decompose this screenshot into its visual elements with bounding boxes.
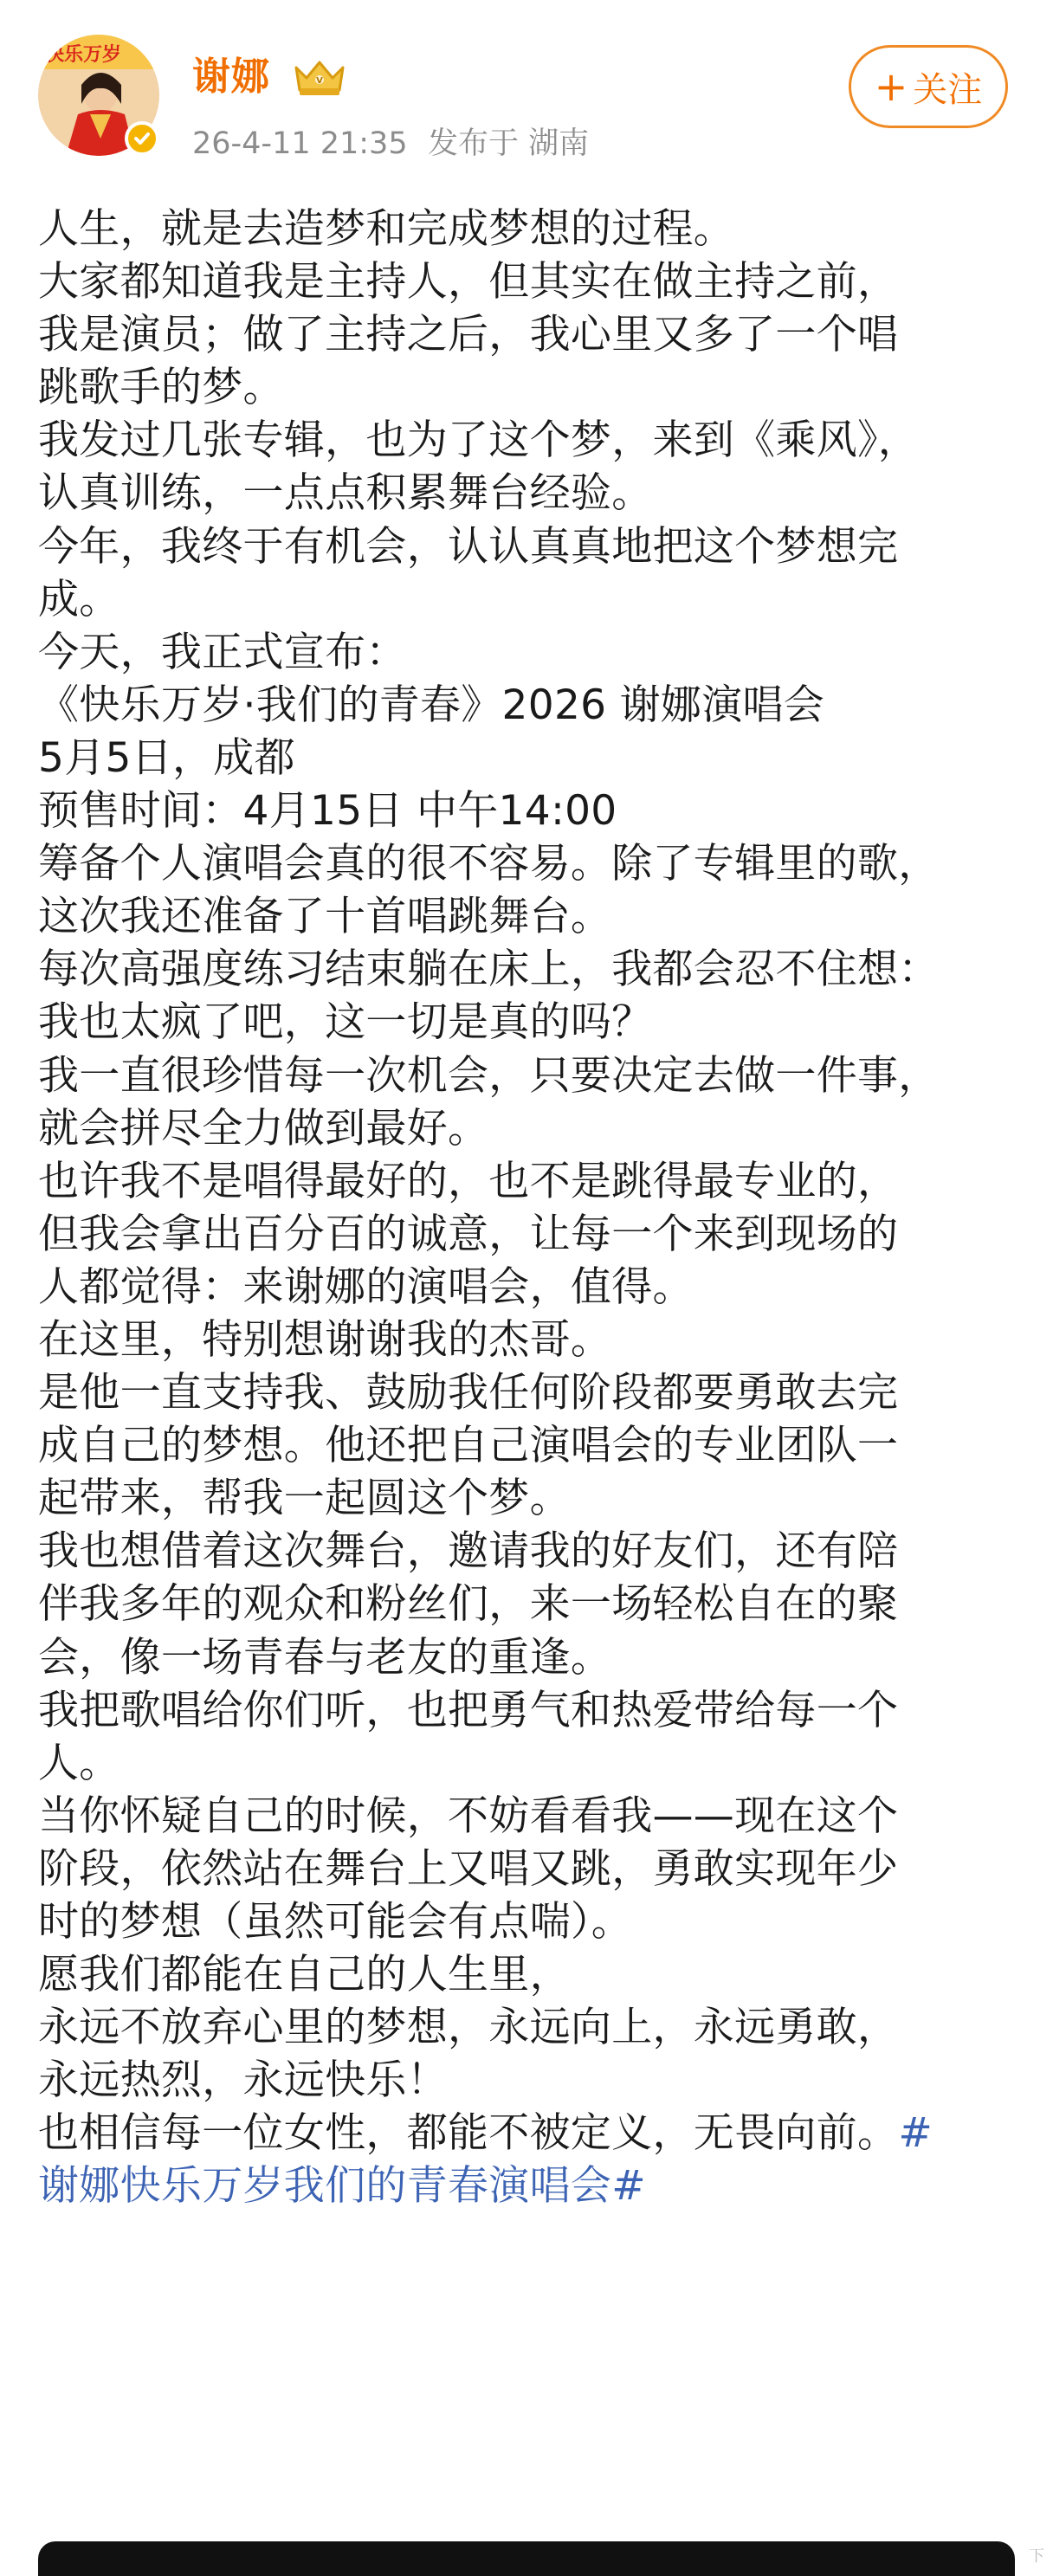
post-line: 会，像一场青春与老友的重逢。 <box>38 1633 612 1682</box>
post-line: 5月5日，成都 <box>38 733 295 782</box>
post-header <box>0 0 1053 182</box>
post-line: 也许我不是唱得最好的，也不是跳得最专业的， <box>38 1157 899 1205</box>
post-line: 我是演员；做了主持之后，我心里又多了一个唱 <box>38 311 899 359</box>
post-line: 是他一直支持我、鼓励我任何阶段都要勇敢去完 <box>38 1369 899 1417</box>
post-line: 但我会拿出百分百的诚意，让每一个来到现场的 <box>38 1210 899 1258</box>
post-line: 我也太疯了吧，这一切是真的吗？ <box>38 998 653 1047</box>
post-line: 筹备个人演唱会真的很不容易。除了专辑里的歌， <box>38 840 940 888</box>
post-line-last <box>38 2107 1017 2160</box>
post-line: 起带来，帮我一起圆这个梦。 <box>38 1475 571 1523</box>
post-content <box>38 203 1017 2213</box>
post-line: 永远不放弃心里的梦想，永远向上，永远勇敢， <box>38 2004 899 2052</box>
post-line: 人。 <box>38 1739 120 1787</box>
hashtag-link[interactable]: 谢娜快乐万岁我们的青春演唱会# <box>38 2162 646 2211</box>
post-line: 愿我们都能在自己的人生里， <box>38 1951 571 1999</box>
post-line: 人生，就是去造梦和完成梦想的过程。 <box>38 205 735 253</box>
post-line-text: 也相信每一位女性，都能不被定义，无畏向前。 <box>38 2109 899 2158</box>
post-line: 我也想借着这次舞台，邀请我的好友们，还有陪 <box>38 1527 899 1576</box>
hashtag-link-start[interactable]: # <box>898 2109 933 2158</box>
post-line: 我一直很珍惜每一次机会，只要决定去做一件事， <box>38 1051 940 1100</box>
follow-label: 关注 <box>913 69 983 110</box>
follow-button[interactable] <box>849 45 1008 128</box>
post-line: 时的梦想（虽然可能会有点喘）。 <box>38 1898 632 1946</box>
post-line: 今年，我终于有机会，认认真真地把这个梦想完 <box>38 522 899 571</box>
post-line: 当你怀疑自己的时候，不妨看看我——现在这个 <box>38 1792 899 1840</box>
post-line: 这次我还准备了十首唱跳舞台。 <box>38 893 612 941</box>
post-line: 我发过几张专辑，也为了这个梦，来到《乘风》， <box>38 416 920 465</box>
scroll-down-label: 下 <box>1029 2547 1044 2566</box>
post-line: 我把歌唱给你们听，也把勇气和热爱带给每一个 <box>38 1686 899 1734</box>
verified-check-icon <box>125 121 159 156</box>
post-line: 每次高强度练习结束躺在床上，我都会忍不住想： <box>38 946 940 994</box>
post-line: 成。 <box>38 575 120 623</box>
crown-member-icon <box>289 55 350 99</box>
post-line: 阶段，依然站在舞台上又唱又跳，勇敢实现年少 <box>38 1844 899 1893</box>
post-line: 预售时间：4月15日 中午14:00 <box>38 787 617 836</box>
post-line: 跳歌手的梦。 <box>38 364 284 412</box>
post-line-hashtag <box>38 2160 1017 2212</box>
post-line: 就会拼尽全力做到最好。 <box>38 1104 489 1152</box>
post-line: 在这里，特别想谢谢我的杰哥。 <box>38 1315 612 1364</box>
post-line: 大家都知道我是主持人，但其实在做主持之前， <box>38 258 899 307</box>
post-line: 伴我多年的观众和粉丝们，来一场轻松自在的聚 <box>38 1580 899 1629</box>
post-line: 《快乐万岁·我们的青春》2026 谢娜演唱会 <box>38 681 825 729</box>
post-line: 成自己的梦想。他还把自己演唱会的专业团队一 <box>38 1422 899 1470</box>
post-line: 认真训练，一点点积累舞台经验。 <box>38 469 653 518</box>
bottom-media-bar <box>38 2541 1015 2576</box>
user-name[interactable]: 谢娜 <box>192 55 270 99</box>
post-line: 永远热烈，永远快乐！ <box>38 2056 448 2105</box>
svg-text:快乐万岁: 快乐万岁 <box>45 44 122 66</box>
post-line: 人都觉得：来谢娜的演唱会，值得。 <box>38 1262 694 1311</box>
avatar[interactable] <box>38 35 159 156</box>
post-line: 今天，我正式宣布： <box>38 628 407 676</box>
post-time: 26-4-11 21:35 <box>192 126 408 161</box>
svg-text:V: V <box>316 76 323 86</box>
plus-icon: + <box>874 63 908 110</box>
post-location: 发布于 湖南 <box>428 126 590 161</box>
